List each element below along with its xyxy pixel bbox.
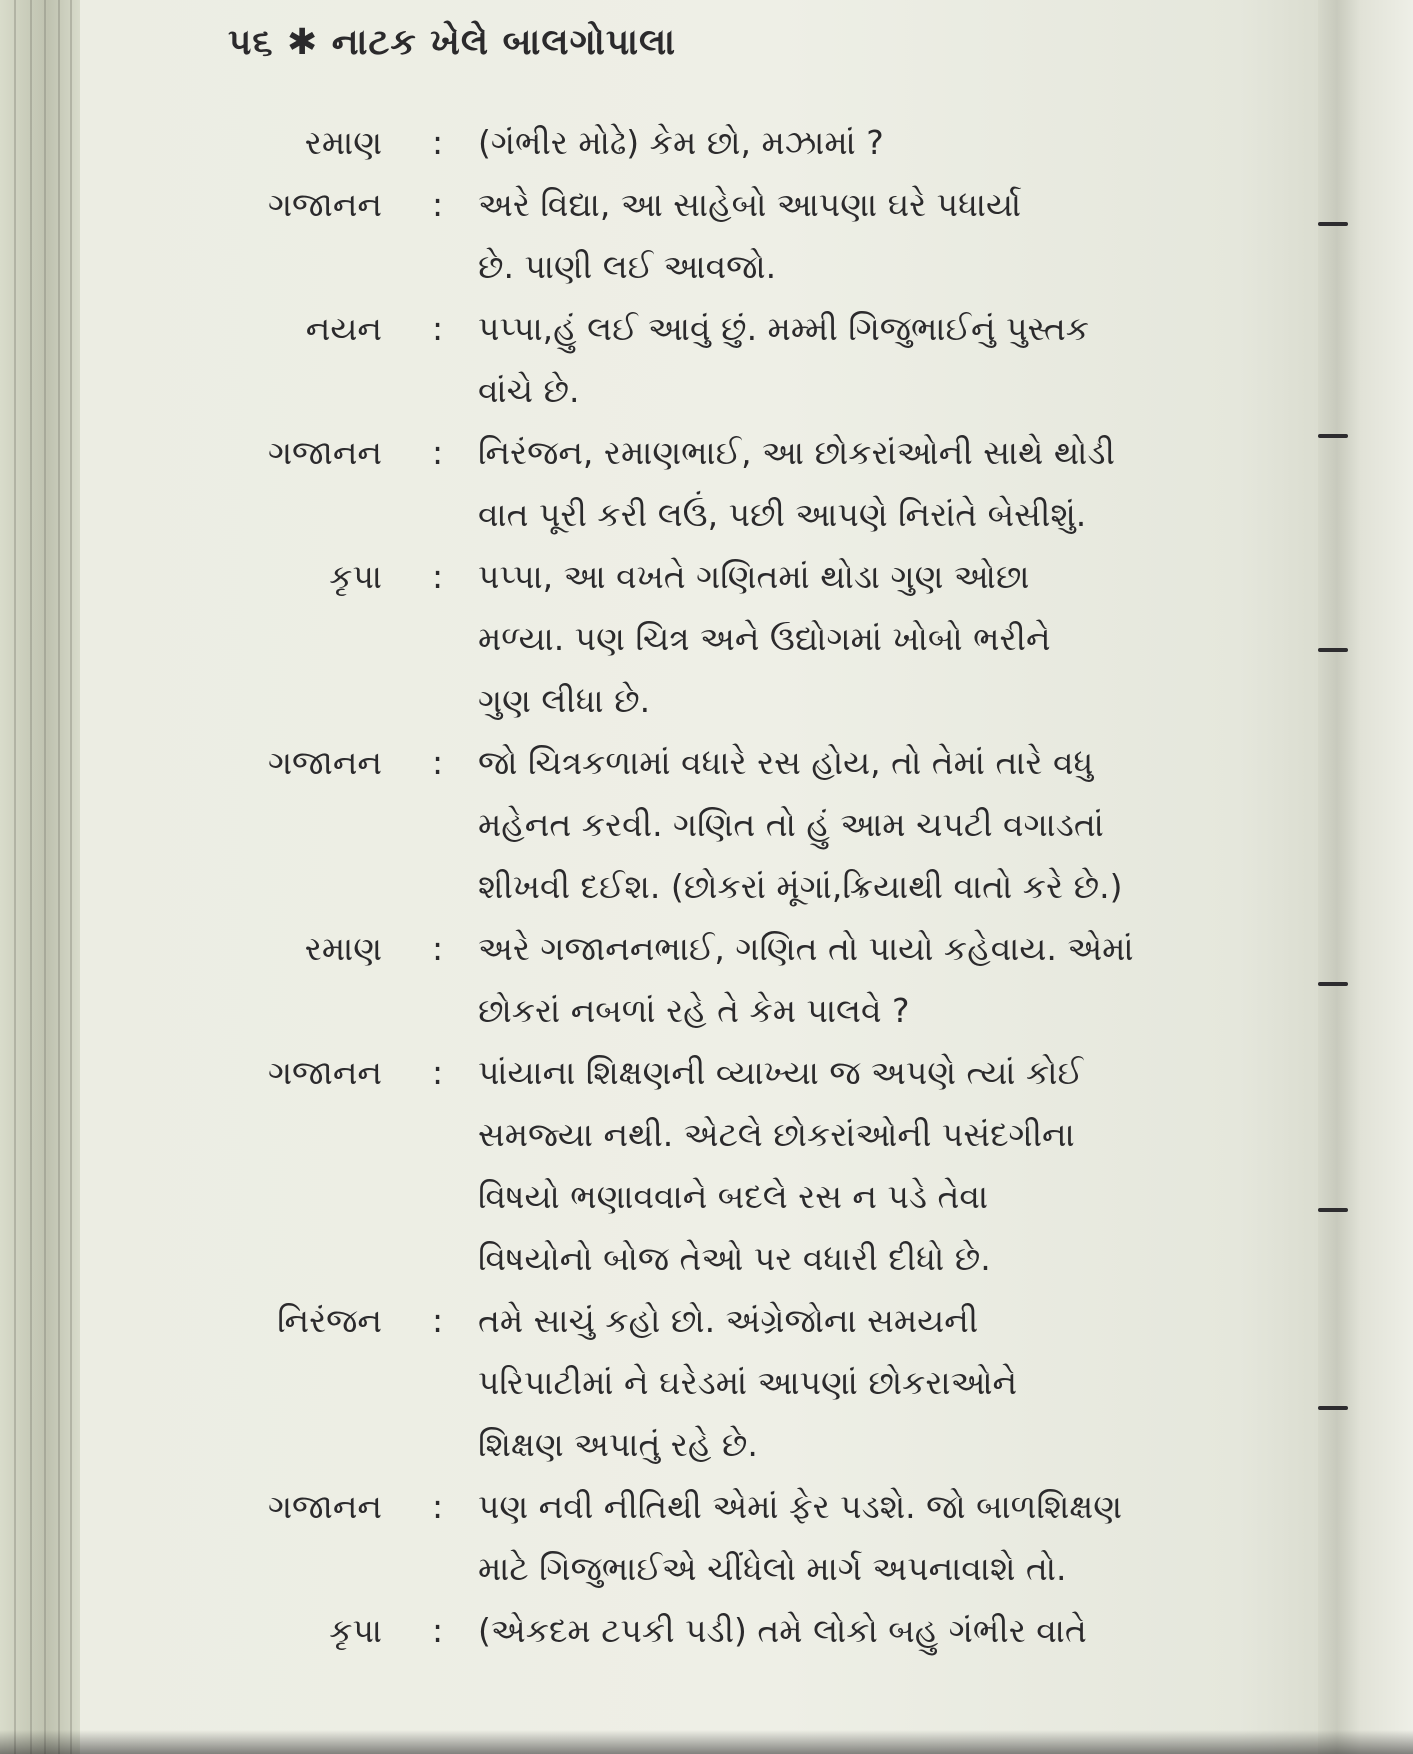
dialog-line: (ગંભીર મોઢે) કેમ છો, મઝામાં ? bbox=[478, 123, 884, 162]
dialog-line: માટે ગિજુભાઈએ ચીંધેલો માર્ગ અપનાવાશે તો. bbox=[478, 1549, 1067, 1588]
dialog-entry bbox=[0, 112, 1300, 174]
page-header: પ૬ ✱ નાટક ખેલે બાલગોપાલા bbox=[228, 22, 677, 63]
dialog-entry bbox=[0, 732, 1300, 918]
dialog-entry bbox=[0, 1042, 1300, 1290]
speaker-separator: : bbox=[432, 309, 444, 348]
binding-stitch bbox=[1318, 1406, 1348, 1410]
speaker-name: રમાણ bbox=[304, 123, 382, 162]
dialog-list bbox=[0, 112, 1300, 1662]
dialog-line: છે. પાણી લઈ આવજો. bbox=[478, 247, 777, 286]
dialog-text bbox=[478, 112, 1218, 174]
book-spine bbox=[1318, 0, 1413, 1754]
dialog-line: અરે વિદ્યા, આ સાહેબો આપણા ઘરે પધાર્યા bbox=[478, 185, 1022, 224]
dialog-line: મહેનત કરવી. ગણિત તો હું આમ ચપટી વગાડતાં bbox=[478, 805, 1104, 844]
dialog-line: છોકરાં નબળાં રહે તે કેમ પાલવે ? bbox=[478, 991, 910, 1030]
speaker-name: કૃપા bbox=[329, 1611, 382, 1650]
dialog-text bbox=[478, 1476, 1218, 1600]
speaker-separator: : bbox=[432, 123, 444, 162]
binding-stitch bbox=[1318, 982, 1348, 986]
dialog-text bbox=[478, 1290, 1218, 1476]
speaker-name: ગજાનન bbox=[267, 743, 382, 782]
speaker-name: ગજાનન bbox=[267, 1487, 382, 1526]
dialog-line: પપ્પા,હું લઈ આવું છું. મમ્મી ગિજુભાઈનું પુસ્તક bbox=[478, 309, 1089, 348]
speaker-separator: : bbox=[432, 1487, 444, 1526]
speaker-name: ગજાનન bbox=[267, 185, 382, 224]
dialog-line: વાત પૂરી કરી લઉં, પછી આપણે નિરાંતે બેસીશું. bbox=[478, 495, 1087, 534]
dialog-entry bbox=[0, 1290, 1300, 1476]
dialog-text bbox=[478, 1600, 1218, 1662]
dialog-text bbox=[478, 174, 1218, 298]
speaker-separator: : bbox=[432, 557, 444, 596]
dialog-line: પપ્પા, આ વખતે ગણિતમાં થોડા ગુણ ઓછા bbox=[478, 557, 1030, 596]
dialog-line: વિષયો ભણાવવાને બદલે રસ ન પડે તેવા bbox=[478, 1177, 989, 1216]
dialog-text bbox=[478, 546, 1218, 732]
dialog-text bbox=[478, 918, 1218, 1042]
dialog-line: પરિપાટીમાં ને ઘરેડમાં આપણાં છોકરાઓને bbox=[478, 1363, 1018, 1402]
speaker-name: ગજાનન bbox=[267, 433, 382, 472]
dialog-text bbox=[478, 298, 1218, 422]
dialog-line: અરે ગજાનનભાઈ, ગણિત તો પાયો કહેવાય. એમાં bbox=[478, 929, 1134, 968]
dialog-entry bbox=[0, 918, 1300, 1042]
binding-stitch bbox=[1318, 434, 1348, 438]
speaker-name: નયન bbox=[305, 309, 382, 348]
speaker-name: નિરંજન bbox=[277, 1301, 382, 1340]
speaker-separator: : bbox=[432, 1053, 444, 1092]
dialog-line: વિષયોનો બોજ તેઓ પર વધારી દીધો છે. bbox=[478, 1239, 991, 1278]
dialog-entry bbox=[0, 422, 1300, 546]
speaker-name: કૃપા bbox=[329, 557, 382, 596]
speaker-separator: : bbox=[432, 1301, 444, 1340]
dialog-line: પાંયાના શિક્ષણની વ્યાખ્યા જ અપણે ત્યાં કોઈ bbox=[478, 1053, 1083, 1092]
dialog-text bbox=[478, 732, 1218, 918]
binding-stitch bbox=[1318, 648, 1348, 652]
speaker-name: રમાણ bbox=[304, 929, 382, 968]
binding-stitch bbox=[1318, 1208, 1348, 1212]
speaker-separator: : bbox=[432, 929, 444, 968]
dialog-line: સમજ્યા નથી. એટલે છોકરાંઓની પસંદગીના bbox=[478, 1115, 1075, 1154]
dialog-entry bbox=[0, 1600, 1300, 1662]
speaker-separator: : bbox=[432, 1611, 444, 1650]
dialog-line: (એકદમ ટપકી પડી) તમે લોકો બહુ ગંભીર વાતે bbox=[478, 1611, 1087, 1650]
dialog-entry bbox=[0, 298, 1300, 422]
dialog-line: ગુણ લીધા છે. bbox=[478, 681, 651, 720]
dialog-text bbox=[478, 1042, 1218, 1290]
dialog-line: શિક્ષણ અપાતું રહે છે. bbox=[478, 1425, 758, 1464]
dialog-entry bbox=[0, 174, 1300, 298]
dialog-line: મળ્યા. પણ ચિત્ર અને ઉદ્યોગમાં ખોબો ભરીને bbox=[478, 619, 1051, 658]
speaker-separator: : bbox=[432, 185, 444, 224]
dialog-line: જો ચિત્રકળામાં વધારે રસ હોય, તો તેમાં તારે વધુ bbox=[478, 743, 1094, 782]
speaker-name: ગજાનન bbox=[267, 1053, 382, 1092]
dialog-entry bbox=[0, 546, 1300, 732]
page-bottom-shadow bbox=[0, 1730, 1413, 1754]
dialog-entry bbox=[0, 1476, 1300, 1600]
dialog-line: વાંચે છે. bbox=[478, 371, 580, 410]
dialog-text bbox=[478, 422, 1218, 546]
speaker-separator: : bbox=[432, 433, 444, 472]
binding-stitch bbox=[1318, 222, 1348, 226]
dialog-line: પણ નવી નીતિથી એમાં ફેર પડશે. જો બાળશિક્ષણ bbox=[478, 1487, 1123, 1526]
speaker-separator: : bbox=[432, 743, 444, 782]
dialog-line: તમે સાચું કહો છો. અંગ્રેજોના સમયની bbox=[478, 1301, 979, 1340]
dialog-line: શીખવી દઈશ. (છોકરાં મૂંગાં,ક્રિયાથી વાતો કરે છે.) bbox=[478, 867, 1123, 906]
dialog-line: નિરંજન, રમાણભાઈ, આ છોકરાંઓની સાથે થોડી bbox=[478, 433, 1115, 472]
